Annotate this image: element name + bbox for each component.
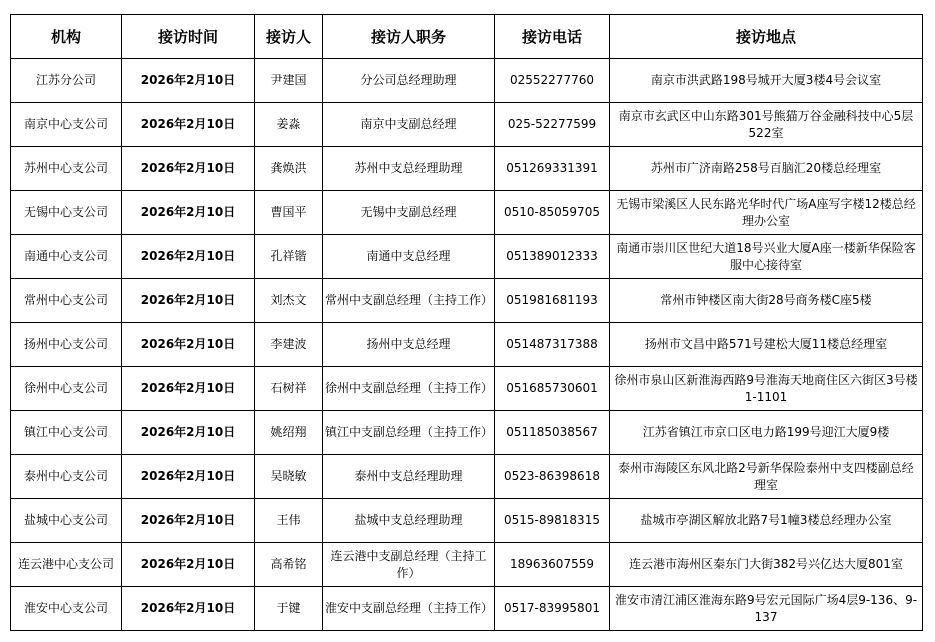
cell-phone: 18963607559 <box>495 543 610 587</box>
table-row <box>11 411 923 455</box>
cell-phone: 051389012333 <box>495 235 610 279</box>
cell-phone: 051981681193 <box>495 279 610 323</box>
cell-title: 徐州中支副总经理（主持工作） <box>323 367 495 411</box>
cell-date: 2026年2月10日 <box>122 59 255 103</box>
cell-person: 于键 <box>255 587 323 631</box>
cell-address: 南通市崇川区世纪大道18号兴业大厦A座一楼新华保险客服中心接待室 <box>610 235 923 279</box>
table-row <box>11 367 923 411</box>
cell-date: 2026年2月10日 <box>122 279 255 323</box>
cell-date: 2026年2月10日 <box>122 367 255 411</box>
table-row <box>11 147 923 191</box>
reception-table-container <box>10 14 923 631</box>
cell-person: 高希铭 <box>255 543 323 587</box>
cell-org: 苏州中心支公司 <box>11 147 122 191</box>
cell-date: 2026年2月10日 <box>122 543 255 587</box>
cell-phone: 025-52277599 <box>495 103 610 147</box>
table-row <box>11 235 923 279</box>
cell-person: 孔祥锴 <box>255 235 323 279</box>
cell-person: 龚焕洪 <box>255 147 323 191</box>
header-address: 接访地点 <box>610 15 923 59</box>
table-body <box>11 59 923 631</box>
cell-phone: 0523-86398618 <box>495 455 610 499</box>
cell-phone: 0515-89818315 <box>495 499 610 543</box>
cell-title: 南京中支副总经理 <box>323 103 495 147</box>
cell-org: 南京中心支公司 <box>11 103 122 147</box>
table-row <box>11 191 923 235</box>
cell-address: 江苏省镇江市京口区电力路199号迎江大厦9楼 <box>610 411 923 455</box>
cell-phone: 051185038567 <box>495 411 610 455</box>
cell-address: 连云港市海州区秦东门大街382号兴亿达大厦801室 <box>610 543 923 587</box>
cell-title: 泰州中支总经理助理 <box>323 455 495 499</box>
cell-title: 常州中支副总经理（主持工作） <box>323 279 495 323</box>
header-date: 接访时间 <box>122 15 255 59</box>
cell-org: 扬州中心支公司 <box>11 323 122 367</box>
cell-date: 2026年2月10日 <box>122 411 255 455</box>
cell-person: 姚绍翔 <box>255 411 323 455</box>
cell-org: 无锡中心支公司 <box>11 191 122 235</box>
cell-address: 盐城市亭湖区解放北路7号1幢3楼总经理办公室 <box>610 499 923 543</box>
cell-person: 曹国平 <box>255 191 323 235</box>
cell-address: 南京市玄武区中山东路301号熊猫万谷金融科技中心5层522室 <box>610 103 923 147</box>
cell-date: 2026年2月10日 <box>122 103 255 147</box>
cell-date: 2026年2月10日 <box>122 499 255 543</box>
cell-phone: 02552277760 <box>495 59 610 103</box>
table-row <box>11 543 923 587</box>
cell-person: 李建波 <box>255 323 323 367</box>
cell-title: 扬州中支总经理 <box>323 323 495 367</box>
cell-address: 淮安市清江浦区淮海东路9号宏元国际广场4层9-136、9-137 <box>610 587 923 631</box>
cell-org: 南通中心支公司 <box>11 235 122 279</box>
cell-title: 连云港中支副总经理（主持工作） <box>323 543 495 587</box>
cell-org: 江苏分公司 <box>11 59 122 103</box>
table-row <box>11 59 923 103</box>
cell-phone: 0510-85059705 <box>495 191 610 235</box>
cell-title: 无锡中支副总经理 <box>323 191 495 235</box>
cell-address: 常州市钟楼区南大街28号商务楼C座5楼 <box>610 279 923 323</box>
cell-phone: 051685730601 <box>495 367 610 411</box>
cell-person: 刘杰文 <box>255 279 323 323</box>
cell-date: 2026年2月10日 <box>122 455 255 499</box>
cell-phone: 051269331391 <box>495 147 610 191</box>
cell-address: 徐州市泉山区新淮海西路9号淮海天地商住区六街区3号楼1-1101 <box>610 367 923 411</box>
header-org: 机构 <box>11 15 122 59</box>
table-row <box>11 455 923 499</box>
table-row <box>11 323 923 367</box>
cell-title: 分公司总经理助理 <box>323 59 495 103</box>
cell-address: 扬州市文昌中路571号建松大厦11楼总经理室 <box>610 323 923 367</box>
cell-date: 2026年2月10日 <box>122 587 255 631</box>
cell-person: 王伟 <box>255 499 323 543</box>
table-row <box>11 279 923 323</box>
cell-title: 南通中支总经理 <box>323 235 495 279</box>
reception-schedule-table <box>10 14 923 631</box>
cell-person: 吴晓敏 <box>255 455 323 499</box>
cell-title: 盐城中支总经理助理 <box>323 499 495 543</box>
cell-org: 盐城中心支公司 <box>11 499 122 543</box>
header-person: 接访人 <box>255 15 323 59</box>
cell-person: 石树祥 <box>255 367 323 411</box>
cell-org: 镇江中心支公司 <box>11 411 122 455</box>
cell-org: 连云港中心支公司 <box>11 543 122 587</box>
table-row <box>11 499 923 543</box>
cell-org: 淮安中心支公司 <box>11 587 122 631</box>
cell-person: 姜淼 <box>255 103 323 147</box>
cell-org: 泰州中心支公司 <box>11 455 122 499</box>
header-phone: 接访电话 <box>495 15 610 59</box>
cell-address: 苏州市广济南路258号百脑汇20楼总经理室 <box>610 147 923 191</box>
cell-address: 南京市洪武路198号城开大厦3楼4号会议室 <box>610 59 923 103</box>
cell-date: 2026年2月10日 <box>122 235 255 279</box>
cell-person: 尹建国 <box>255 59 323 103</box>
table-row <box>11 587 923 631</box>
cell-date: 2026年2月10日 <box>122 323 255 367</box>
table-header-row <box>11 15 923 59</box>
cell-date: 2026年2月10日 <box>122 147 255 191</box>
cell-date: 2026年2月10日 <box>122 191 255 235</box>
cell-phone: 051487317388 <box>495 323 610 367</box>
cell-title: 镇江中支副总经理（主持工作） <box>323 411 495 455</box>
cell-address: 无锡市梁溪区人民东路光华时代广场A座写字楼12楼总经理办公室 <box>610 191 923 235</box>
cell-phone: 0517-83995801 <box>495 587 610 631</box>
cell-address: 泰州市海陵区东风北路2号新华保险泰州中支四楼副总经理室 <box>610 455 923 499</box>
cell-org: 徐州中心支公司 <box>11 367 122 411</box>
table-row <box>11 103 923 147</box>
cell-title: 淮安中支副总经理（主持工作） <box>323 587 495 631</box>
cell-org: 常州中心支公司 <box>11 279 122 323</box>
cell-title: 苏州中支总经理助理 <box>323 147 495 191</box>
header-title: 接访人职务 <box>323 15 495 59</box>
